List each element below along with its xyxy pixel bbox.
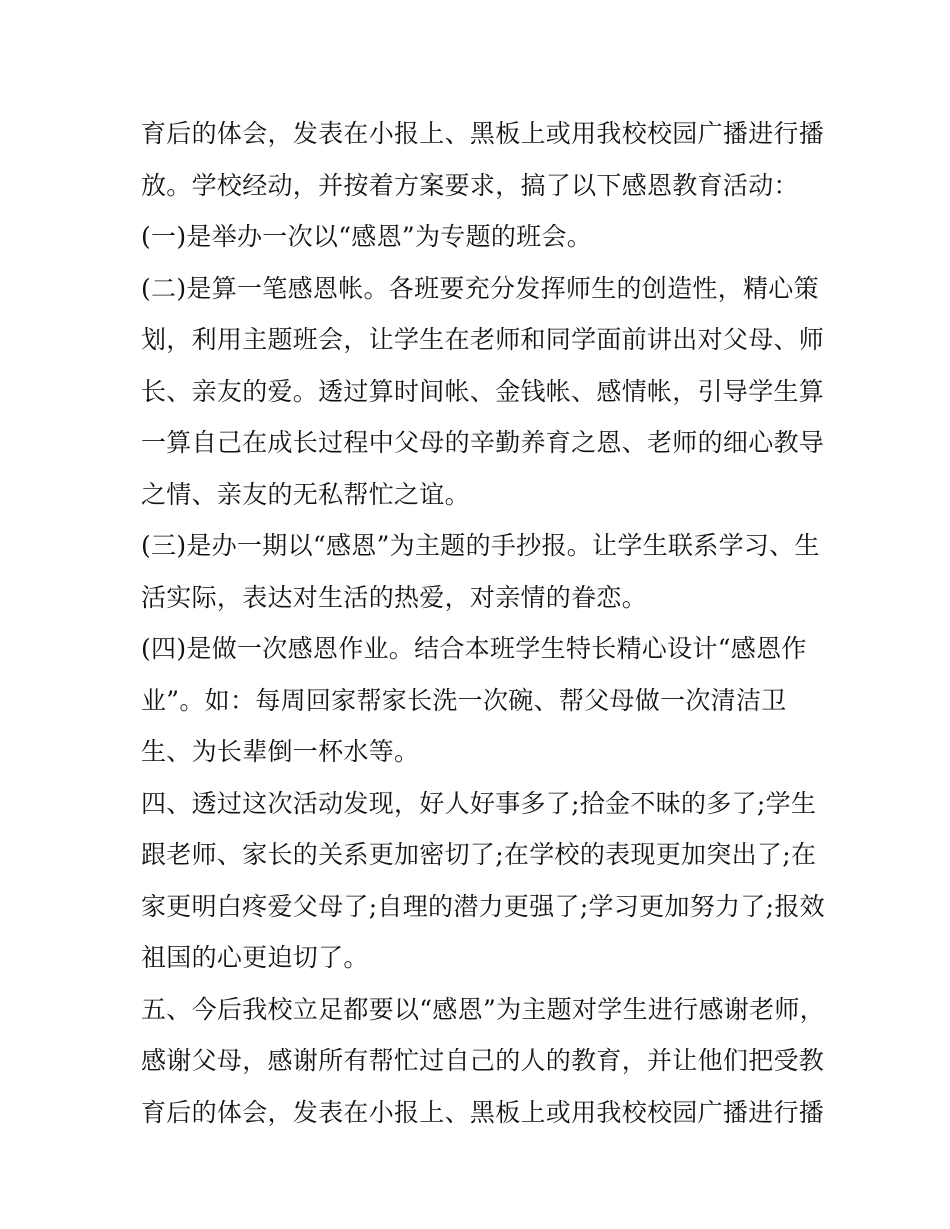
body-text	[141, 108, 825, 1138]
text-line: 业”。如：每周回家帮家长洗一次碗、帮父母做一次清洁卫	[141, 685, 787, 715]
text-line: (四)是做一次感恩作业。结合本班学生特长精心设计“感恩作	[141, 634, 807, 663]
text-line: 祖国的心更迫切了。	[141, 943, 369, 972]
text-line: 放。学校经动，并按着方案要求，搞了以下感恩教育活动：	[141, 170, 799, 200]
text-line: (二)是算一笔感恩帐。各班要充分发挥师生的创造性，精心策	[141, 273, 819, 303]
text-line: (一)是举办一次以“感恩”为专题的班会。	[141, 222, 593, 251]
text-line: 育后的体会，发表在小报上、黑板上或用我校校园广播进行播	[141, 119, 825, 148]
text-line: 感谢父母，感谢所有帮忙过自己的人的教育，并让他们把受教	[141, 1046, 825, 1075]
text-line: 五、今后我校立足都要以“感恩”为主题对学生进行感谢老师，	[141, 994, 825, 1024]
text-line: 生、为长辈倒一杯水等。	[141, 737, 420, 766]
text-line: 长、亲友的爱。透过算时间帐、金钱帐、感情帐，引导学生算	[141, 376, 825, 406]
text-line: 家更明白疼爱父母了;自理的潜力更强了;学习更加努力了;报效	[141, 891, 825, 921]
text-line: 之情、亲友的无私帮忙之谊。	[141, 479, 470, 509]
text-line: 跟老师、家长的关系更加密切了;在学校的表现更加突出了;在	[141, 840, 817, 869]
text-line: 划，利用主题班会，让学生在老师和同学面前讲出对父母、师	[141, 325, 825, 354]
text-line: (三)是办一期以“感恩”为主题的手抄报。让学生联系学习、生	[141, 531, 820, 560]
text-line: 活实际，表达对生活的热爱，对亲情的眷恋。	[141, 582, 648, 612]
text-line: 一算自己在成长过程中父母的辛勤养育之恩、老师的细心教导	[141, 428, 825, 457]
text-line: 育后的体会，发表在小报上、黑板上或用我校校园广播进行播	[141, 1097, 825, 1127]
text-line: 四、透过这次活动发现，好人好事多了;拾金不昧的多了;学生	[141, 788, 817, 818]
